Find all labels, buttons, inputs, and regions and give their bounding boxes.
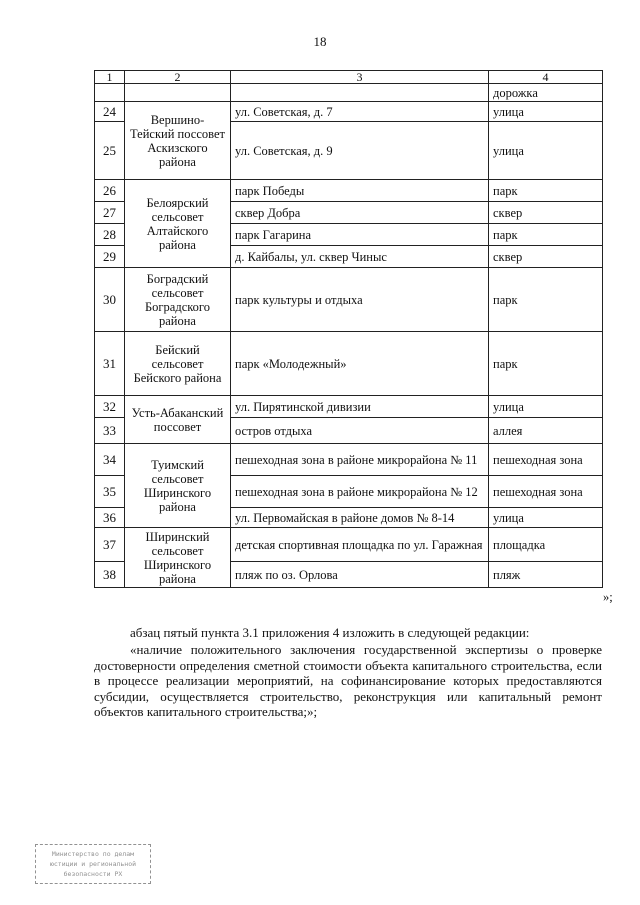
object-cell: ул. Советская, д. 7 — [231, 102, 489, 122]
type-cell: пешеходная зона — [489, 476, 603, 508]
row-number: 25 — [95, 122, 125, 180]
object-cell: парк Победы — [231, 180, 489, 202]
stamp-line: Министерство по делам — [51, 850, 135, 858]
row-number: 33 — [95, 418, 125, 444]
object-cell: пешеходная зона в районе микрорайона № 11 — [231, 444, 489, 476]
row-number: 35 — [95, 476, 125, 508]
header-cell-1: 1 — [95, 71, 125, 84]
municipality-cell: Вершино-Тейский поссовет Аскизского района — [125, 102, 231, 180]
municipality-cell: Бейский сельсовет Бейского района — [125, 332, 231, 396]
table-row — [95, 444, 603, 476]
table-row — [95, 180, 603, 202]
row-number: 29 — [95, 246, 125, 268]
stamp-line: безопасности РХ — [63, 870, 123, 878]
page-number: 18 — [313, 34, 327, 49]
row-number: 36 — [95, 508, 125, 528]
object-cell: остров отдыха — [231, 418, 489, 444]
object-cell: детская спортивная площадка по ул. Гаражная — [231, 528, 489, 562]
amendment-instruction: абзац пятый пункта 3.1 приложения 4 изложить в следующей редакции: — [130, 625, 530, 640]
municipal-objects-table — [94, 70, 603, 588]
municipality-cell: Ширинский сельсовет Ширинского района — [125, 528, 231, 588]
row-number: 32 — [95, 396, 125, 418]
type-cell: улица — [489, 122, 603, 180]
amendment-text: «наличие положительного заключения государственной экспертизы о проверке достоверности определения сметной стоимости объекта капитального строительства, если в процессе реализации мероприятий, на софинансирование которых предоставляются субсидии, осуществляется строительство, реконструкция или капитальный ремонт объектов капитального строительства;»; — [94, 642, 602, 719]
stamp-line: юстиции и региональной — [49, 860, 137, 868]
type-cell: парк — [489, 180, 603, 202]
type-cell: дорожка — [489, 84, 603, 102]
municipality-cell: Усть-Абаканский поссовет — [125, 396, 231, 444]
municipality-cell: Боградский сельсовет Боградского района — [125, 268, 231, 332]
header-cell-3: 3 — [231, 71, 489, 84]
type-cell: улица — [489, 396, 603, 418]
row-number: 28 — [95, 224, 125, 246]
type-cell: аллея — [489, 418, 603, 444]
table-row — [95, 396, 603, 418]
object-cell: парк Гагарина — [231, 224, 489, 246]
table-row — [95, 332, 603, 396]
object-cell: д. Кайбалы, ул. сквер Чиныс — [231, 246, 489, 268]
row-number: 24 — [95, 102, 125, 122]
row-number: 38 — [95, 562, 125, 588]
closing-quote-mark: »; — [603, 590, 613, 604]
object-cell: ул. Первомайская в районе домов № 8-14 — [231, 508, 489, 528]
object-cell: ул. Пирятинской дивизии — [231, 396, 489, 418]
type-cell: парк — [489, 332, 603, 396]
type-cell: пешеходная зона — [489, 444, 603, 476]
type-cell: сквер — [489, 202, 603, 224]
type-cell: площадка — [489, 528, 603, 562]
object-cell: пляж по оз. Орлова — [231, 562, 489, 588]
registration-stamp — [35, 844, 151, 884]
object-cell: ул. Советская, д. 9 — [231, 122, 489, 180]
header-cell-2: 2 — [125, 71, 231, 84]
type-cell: парк — [489, 268, 603, 332]
row-number: 26 — [95, 180, 125, 202]
row-number: 30 — [95, 268, 125, 332]
type-cell: улица — [489, 508, 603, 528]
table-row — [95, 528, 603, 562]
object-cell: парк культуры и отдыха — [231, 268, 489, 332]
row-number: 37 — [95, 528, 125, 562]
header-cell-4: 4 — [489, 71, 603, 84]
type-cell: улица — [489, 102, 603, 122]
type-cell: пляж — [489, 562, 603, 588]
type-cell: парк — [489, 224, 603, 246]
municipality-cell: Туимский сельсовет Ширинского района — [125, 444, 231, 528]
object-cell: сквер Добра — [231, 202, 489, 224]
object-cell: пешеходная зона в районе микрорайона № 12 — [231, 476, 489, 508]
table-header-row — [95, 71, 603, 84]
row-number: 34 — [95, 444, 125, 476]
object-cell: парк «Молодежный» — [231, 332, 489, 396]
table-row — [95, 102, 603, 122]
row-number: 31 — [95, 332, 125, 396]
municipality-cell: Белоярский сельсовет Алтайского района — [125, 180, 231, 268]
type-cell: сквер — [489, 246, 603, 268]
table-row — [95, 84, 603, 102]
table-row — [95, 268, 603, 332]
row-number: 27 — [95, 202, 125, 224]
